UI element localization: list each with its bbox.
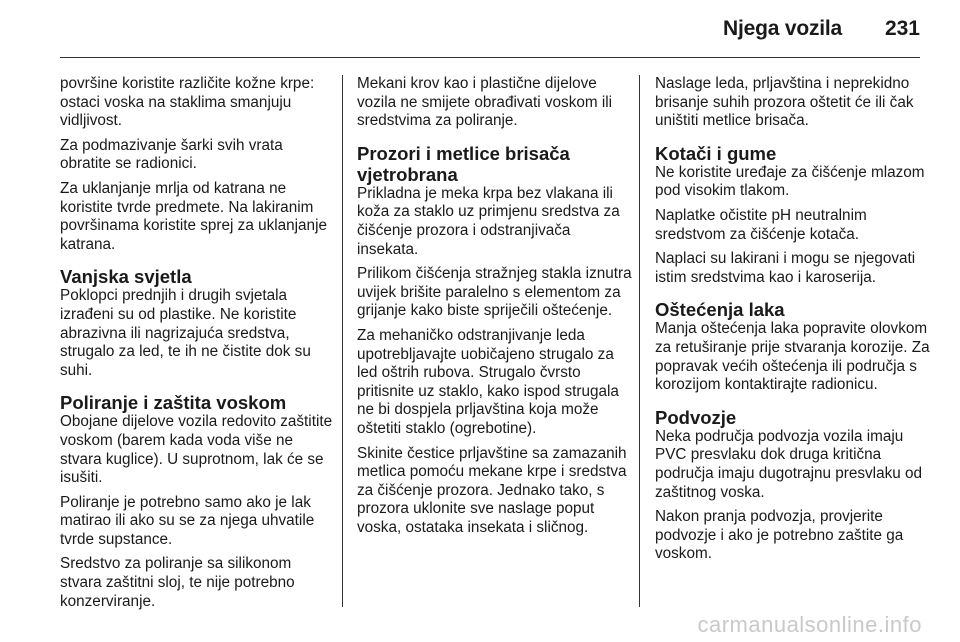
paragraph: Prikladna je meka krpa bez vlakana ili koža za staklo uz primjenu sredstva za čišćenje prozora i odstranjivača insekata. [357,184,620,258]
watermark: carmanualsonline.info [697,612,922,637]
column-1 [60,75,336,617]
paragraph: Manja oštećenja laka popravite olovkom za retuširanje prije stvaranja korozije. Za popravak većih oštećenja ili područja s korozijom kontaktirajte radionicu. [655,320,930,394]
column-divider [342,75,343,607]
paragraph: Za podmazivanje šarki svih vrata obratite se radionici. [60,136,283,173]
paragraph: Neka područja podvozja vozila imaju PVC presvlaku dok druga kritična područja imaju dugotrajnu presvlaku od zaštitnog voska. [655,427,923,501]
paragraph: Sredstvo za poliranje sa silikonom stvara zaštitni sloj, te nije potrebno konzerviranje. [60,555,295,610]
page-title: Njega vozila [723,17,842,40]
section-heading-windows-wipers: Prozori i metlice brisača vjetrobrana [357,142,570,185]
column-divider [639,75,640,607]
paragraph: površine koristite različite kožne krpe: ostaci voska na staklima smanjuju vidljivost. [60,75,315,130]
paragraph: Mekani krov kao i plastične dijelove vozila ne smijete obrađivati voskom ili sredstvima za poliranje. [357,75,613,130]
page-number: 231 [884,17,920,40]
section-heading-exterior-lights: Vanjska svjetla [60,266,192,288]
paragraph: Naslage leda, prljavština i neprekidno brisanje suhih prozora oštetit će ili čak uništiti metlice brisača. [655,75,914,130]
header-rule [60,57,920,58]
section-heading-underbody: Podvozje [655,406,737,428]
paragraph: Ne koristite uređaje za čišćenje mlazom pod visokim tlakom. [655,163,925,200]
paragraph: Poliranje je potrebno samo ako je lak matirao ili ako su se za njega uhvatile tvrde supstance. [60,493,315,548]
paragraph: Za mehaničko odstranjivanje leda upotrebljavajte uobičajeno strugalo za led oštrih rubova. Strugalo čvrsto pritisnite uz staklo, kako ispod strugala ne bi dospjela prljavština koja može oštetiti staklo (ogrebotine). [357,326,619,437]
paragraph: Poklopci prednjih i drugih svjetala izrađeni su od plastike. Ne koristite abrazivna ili nagrizajuća sredstva, strugalo za led, te ih ne čistite dok su suhi. [60,287,311,379]
section-heading-wheels-tyres: Kotači i gume [655,142,777,164]
paragraph: Naplaci su lakirani i mogu se njegovati istim sredstvima kao i karoserija. [655,250,916,286]
section-heading-paint-damage: Oštećenja laka [655,299,785,321]
paragraph: Skinite čestice prljavštine sa zamazanih metlica pomoću mekane krpe i sredstva za čišćenje prozora. Jednako tako, s prozora uklonite sve naslage poput voska, ostataka insekata i sličnog. [357,444,627,536]
column-3 [655,75,931,570]
paragraph: Za uklanjanje mrlja od katrana ne koristite tvrde predmete. Na lakiranim površinama koristite sprej za uklanjanje katrana. [60,179,327,253]
paragraph: Naplatke očistite pH neutralnim sredstvom za čišćenje kotača. [655,206,867,243]
paragraph: Prilikom čišćenja stražnjeg stakla iznutra uvijek brišite paralelno s elementom za grijanje kako biste spriječili oštećenje. [357,265,632,320]
paragraph: Obojane dijelove vozila redovito zaštitite voskom (barem kada voda više ne stvara kuglice). U suprotnom, lak će se isušiti. [60,413,333,487]
section-heading-polishing: Poliranje i zaštita voskom [60,392,287,414]
column-2 [357,75,633,543]
page-header [0,0,960,58]
paragraph: Nakon pranja podvozja, provjerite podvozje i ako je potrebno zaštite ga voskom. [655,508,904,563]
